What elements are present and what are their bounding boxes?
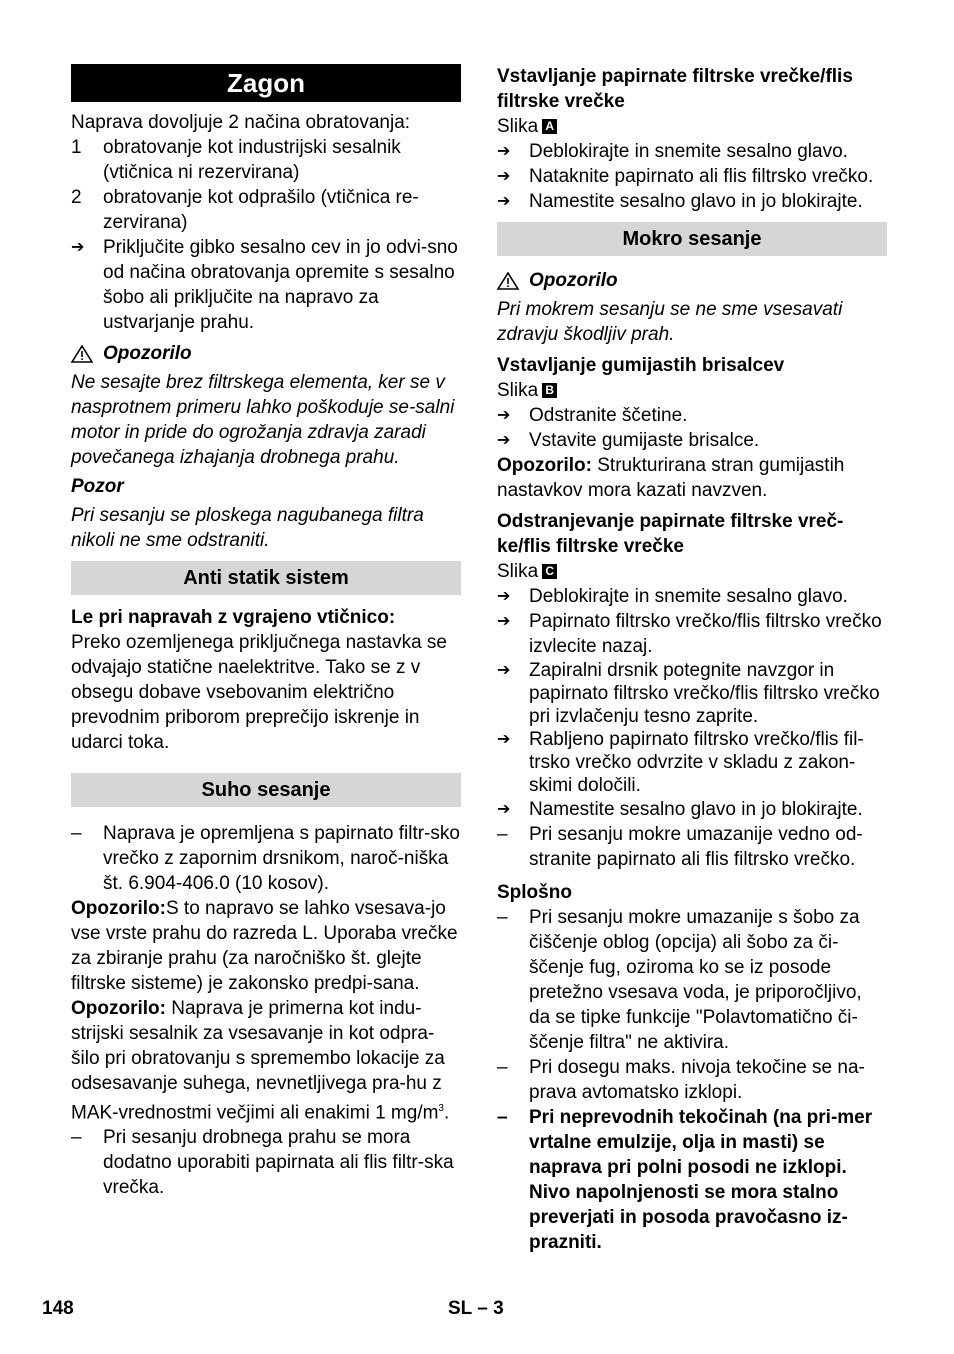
figure-label: Slika [497,116,539,137]
dash-item [497,1105,887,1255]
left-column [71,64,461,1200]
insert-heading: Vstavljanje papirnate filtrske vrečke/flis filtrske vrečke [497,66,853,112]
dash-marker: – [71,1127,82,1149]
figure-ref [497,378,887,403]
dash-item [497,1055,887,1105]
warning-label: Opozorilo [529,270,618,291]
warning-text: Ne sesajte brez filtrskega elementa, ker se v nasprotnem primeru lahko poškoduje se-salni motor in pride do ogrožanja zdravja zaradi povečanega izhajanja drobnega prahu. [71,372,455,468]
arrow-icon: ➔ [497,193,511,210]
mode-item [71,135,461,185]
mode-number: 2 [71,187,82,208]
dash-item [71,1125,461,1200]
note-text: Naprava je primerna kot indu-strijski sesalnik za vsesavanje in kot odpra-šilo pri obratovanju s spremembo lokacije za odsesavanje suhega, nevnetljivega pra-hu z MAK-vrednostmi večjimi ali enakimi 1 mg/m [71,998,445,1124]
superscript: 3 [438,1103,444,1114]
dash-text: Pri sesanju mokre umazanije vedno od-stranite papirnato ali flis filtrsko vrečko. [529,824,863,870]
note-label: Opozorilo: [497,455,592,476]
step-text: Papirnato filtrsko vrečko/flis filtrsko vrečko izvlecite nazaj. [529,611,882,657]
arrow-icon: ➔ [497,407,511,424]
mode-text: obratovanje kot odprašilo (vtičnica re-zervirana) [103,187,419,233]
mode-text: obratovanje kot industrijski sesalnik (vtičnica ni rezervirana) [103,137,401,183]
step-item [497,609,887,659]
arrow-icon: ➔ [497,432,511,449]
step-text: Odstranite ščetine. [529,405,688,426]
arrow-icon: ➔ [497,731,511,748]
note-label: Opozorilo: [71,998,166,1019]
page-number: 148 [42,1298,74,1319]
general-heading: Splošno [497,882,572,903]
figure-ref [497,559,887,584]
step-item [71,235,461,335]
step-item [497,428,887,453]
note-text: S to napravo se lahko vsesava-jo vse vrste prahu do razreda L. Uporaba vrečke za zbiranje prahu (za naročniško št. glejte filtrske sisteme) je zakonsko predpi-sana. [71,898,458,994]
remove-heading: Odstranjevanje papirnate filtrske vreč-ke/flis filtrske vrečke [497,511,844,557]
step-text: Namestite sesalno glavo in jo blokirajte. [529,799,863,820]
rubber-note [497,453,887,503]
figure-label: Slika [497,380,539,401]
mode-number: 1 [71,137,82,158]
dash-item [497,822,887,872]
figure-letter-icon: B [542,383,557,398]
arrow-icon: ➔ [497,168,511,185]
sub-page-number: – 3 [477,1298,504,1319]
dry-note-1 [71,896,461,996]
step-item [497,728,887,797]
section-heading-dry: Suho sesanje [71,773,461,807]
step-text: Deblokirajte in snemite sesalno glavo. [529,141,848,162]
note-label: Opozorilo: [71,898,166,919]
warning-header [71,341,461,366]
warning-triangle-icon [71,345,93,363]
language-code: SL [448,1298,472,1319]
figure-letter-icon: C [542,564,557,579]
step-text: Priključite gibko sesalno cev in jo odvi-sno od načina obratovanja opremite s sesalno šobo ali priključite na napravo za ustvarjanje prahu. [103,237,458,333]
step-text: Deblokirajte in snemite sesalno glavo. [529,586,848,607]
dash-marker: – [71,823,82,844]
step-text: Zapiralni drsnik potegnite navzgor in papirnato filtrsko vrečko/flis filtrsko vrečko pri izvlačenju tesno zaprite. [529,660,880,727]
warning-triangle-icon [497,272,519,290]
note-text: Strukturirana stran gumijastih nastavkov mora kazati navzven. [497,455,845,501]
caution-label: Pozor [71,476,124,497]
section-heading-wet: Mokro sesanje [497,222,887,256]
step-text: Vstavite gumijaste brisalce. [529,430,760,451]
dash-item [71,821,461,896]
warning-text: Pri mokrem sesanju se ne sme vsesavati zdravju škodljiv prah. [497,299,843,345]
dash-text: Pri sesanju mokre umazanije s šobo za čiščenje oblog (opcija) ali šobo za či-ščenje fug, oziroma ko se iz posode pretežno vsesava voda, je priporočljivo, da se tipke funkcije "Polavtomatično či-ščenje filtra" ne aktivira. [529,907,862,1053]
arrow-icon: ➔ [497,613,511,630]
page-title: Zagon [71,64,461,102]
antistatic-text: Preko ozemljenega priključnega nastavka se odvajajo statične naelektritve. Tako se z v obsegu dobave vsebovanim električno prevodnim priborom preprečijo iskrenje in udarci toka. [71,632,447,753]
arrow-icon: ➔ [497,801,511,818]
arrow-icon: ➔ [497,588,511,605]
step-text: Nataknite papirnato ali flis filtrsko vrečko. [529,166,874,187]
page-footer-lang [448,1298,504,1320]
step-item [497,797,887,822]
note-end: . [443,1102,450,1124]
dash-marker: – [497,907,508,928]
step-text: Namestite sesalno glavo in jo blokirajte. [529,191,863,212]
dash-item [497,905,887,1055]
step-item [497,403,887,428]
step-text: Rabljeno papirnato filtrsko vrečko/flis fil-trsko vrečko odvrzite v skladu z zakon-skimi določili. [529,729,864,796]
caution-text: Pri sesanju se ploskega nagubanega filtra nikoli ne sme odstraniti. [71,505,424,551]
mode-item [71,185,461,235]
figure-ref [497,114,887,139]
dash-text: Pri dosegu maks. nivoja tekočine se na-prava avtomatsko izklopi. [529,1057,865,1103]
dry-note-2 [71,996,461,1125]
dash-text: Naprava je opremljena s papirnato filtr-sko vrečko z zapornim drsnikom, naroč-niška št. 6.904-406.0 (10 kosov). [103,823,460,894]
step-item [497,139,887,164]
arrow-icon: ➔ [497,662,511,679]
arrow-icon: ➔ [71,239,85,256]
warning-label: Opozorilo [103,343,192,364]
dash-marker: – [497,1107,508,1128]
warning-header [497,268,887,293]
antistatic-bold-text: Le pri napravah z vgrajeno vtičnico: [71,607,396,628]
right-column [497,64,887,1255]
intro-text: Naprava dovoljuje 2 načina obratovanja: [71,112,411,133]
arrow-icon: ➔ [497,143,511,160]
dash-marker: – [497,824,508,845]
step-item [497,659,887,728]
dash-text: Pri sesanju drobnega prahu se mora dodatno uporabiti papirnata ali flis filtr-ska vrečka. [103,1127,454,1199]
dash-text: Pri neprevodnih tekočinah (na pri-mer vrtalne emulzije, olja in masti) se naprava pri polni posodi ne izklopi. Nivo napolnjenosti se mora stalno preverjati in posoda pravočasno iz-prazniti. [529,1107,873,1253]
step-item [497,164,887,189]
figure-letter-icon: A [542,119,557,134]
rubber-heading: Vstavljanje gumijastih brisalcev [497,355,785,376]
dash-marker: – [497,1057,508,1078]
step-item [497,584,887,609]
section-heading-antistatic: Anti statik sistem [71,561,461,595]
figure-label: Slika [497,561,539,582]
step-item [497,189,887,214]
